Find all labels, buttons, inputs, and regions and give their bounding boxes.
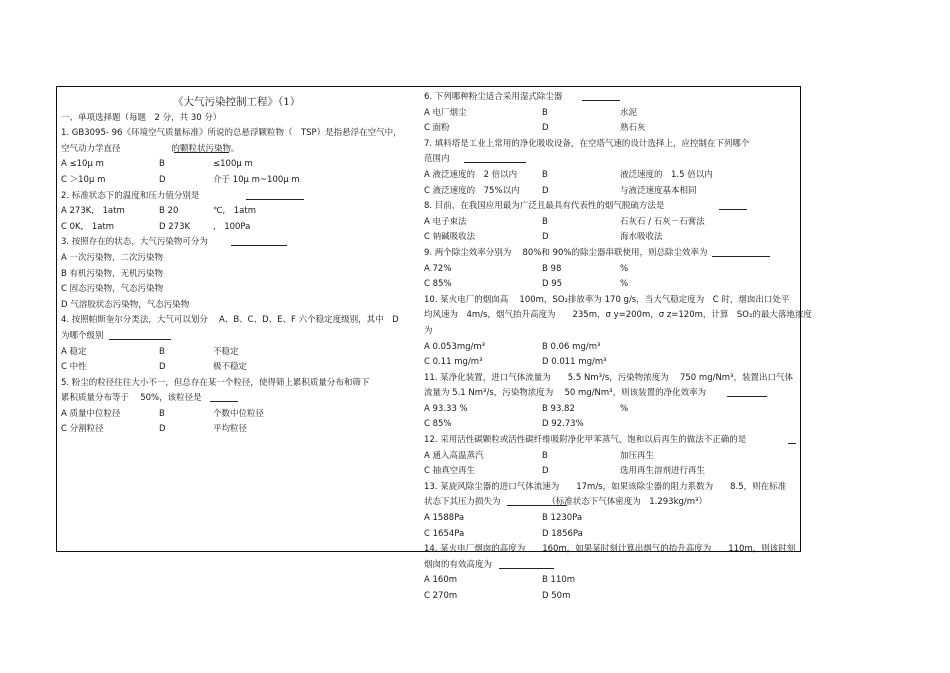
- question-line: [61, 313, 416, 329]
- option-line: [424, 573, 796, 589]
- question-line: [61, 267, 416, 283]
- option-line: [61, 345, 416, 361]
- option-b-d-text: 与液泛速度基本相同: [620, 185, 697, 196]
- option-line: [424, 402, 796, 418]
- question-text: 累积质量分布等于 50%，该粒径是: [61, 393, 202, 404]
- question-line: [424, 90, 796, 106]
- option-b-d: B 110m: [542, 575, 576, 586]
- option-a-c: C 钠碱吸收法: [424, 232, 476, 243]
- answer-blank[interactable]: [464, 153, 526, 163]
- question-line: [61, 189, 416, 205]
- option-line: [424, 184, 796, 200]
- option-a-c: C 0.11 mg/m³: [424, 357, 483, 368]
- option-b-d: D: [542, 185, 549, 196]
- option-a-c: A 质量中位粒径: [61, 408, 121, 419]
- option-b-d-text: 石灰石 / 石灰－石膏法: [620, 216, 705, 227]
- option-line: [424, 121, 796, 137]
- option-b-d-text: %: [620, 279, 629, 290]
- question-text: A 一次污染物，二次污染物: [61, 252, 164, 263]
- answer-blank[interactable]: [174, 143, 229, 153]
- question-line: [424, 308, 812, 324]
- option-b-d-text: %: [620, 263, 629, 274]
- option-line: [424, 215, 796, 231]
- question-line: [61, 126, 416, 142]
- question-line: [424, 137, 796, 153]
- option-a-c: A 稳定: [61, 346, 87, 357]
- question-line: [424, 558, 796, 574]
- question-text: 5. 粉尘的粒径往往大小不一，但总存在某一个粒径，使得筛上累积质量分布和筛下: [61, 377, 370, 388]
- option-a-c: C 85%: [424, 279, 452, 290]
- option-line: [424, 417, 796, 433]
- question-line: [424, 246, 796, 262]
- option-line: [424, 449, 796, 465]
- section-heading: 一、单项选择题（每题 2 分，共 30 分）: [61, 112, 222, 123]
- option-a-c: A 液泛速度的 2 倍以内: [424, 169, 518, 180]
- question-text: 7. 填料塔是工业上常用的净化吸收设备，在空塔气速的设计选择上，应控制在下列哪个: [424, 138, 750, 149]
- question-text: 状态下其压力损失为 （标准状态下气体密度为 1.293kg/m³）: [424, 497, 707, 508]
- question-line: [61, 251, 416, 267]
- question-line: [61, 142, 416, 158]
- option-a-c: C 270m: [424, 591, 458, 601]
- option-b-d: B 93.82: [542, 403, 575, 414]
- option-line: [424, 511, 796, 527]
- option-line: [61, 407, 416, 423]
- option-a-c: A 273K, 1atm: [61, 206, 125, 217]
- option-b-d-text: 选用再生溶剂进行再生: [620, 466, 706, 477]
- question-text: 11. 某净化装置，进口气体流量为 5.5 Nm³/s，污染物浓度为 750 mg/Nm³，装置出口气体: [424, 372, 793, 383]
- option-b-d: D: [159, 362, 166, 373]
- option-b-d: D 1856Pa: [542, 528, 583, 539]
- question-text: 10. 某火电厂的烟囱高 100m，SO₂排放率为 170 g/s，当大气稳定度为 C 时，烟囱出口处平: [424, 294, 790, 305]
- left-column: [61, 95, 416, 438]
- option-a-c: C 中性: [61, 362, 87, 373]
- question-text: 13. 某旋风除尘器的进口气体流速为 17m/s，如果该除尘器的阻力系数为 8.5，则在标准: [424, 481, 787, 492]
- option-line: [424, 230, 796, 246]
- answer-blank[interactable]: [109, 330, 171, 340]
- option-b-d: B: [159, 346, 165, 357]
- question-text: C 固态污染物，气态污染物: [61, 284, 164, 295]
- option-line: [424, 464, 796, 480]
- answer-blank[interactable]: [246, 190, 304, 200]
- question-line: [424, 324, 796, 340]
- question-text: 范围内: [424, 154, 450, 165]
- option-a-c: A 通入高温蒸汽: [424, 450, 484, 461]
- option-a-c: C 85%: [424, 419, 452, 430]
- option-a-c: C 1654Pa: [424, 528, 465, 539]
- option-line: [424, 355, 796, 371]
- question-line: [61, 282, 416, 298]
- option-b-d: B 1230Pa: [542, 513, 583, 524]
- option-b-d: D: [542, 123, 549, 134]
- option-b-d: B 98: [542, 263, 562, 274]
- option-a-c: A ≤10μ m: [61, 159, 104, 170]
- option-line: [424, 106, 796, 122]
- option-b-d-text: 个数中位粒径: [213, 408, 265, 419]
- question-line: [424, 386, 796, 402]
- answer-blank[interactable]: [712, 247, 770, 257]
- option-b-d: B: [159, 408, 165, 419]
- question-line: [424, 199, 796, 215]
- option-b-d: D 273K: [159, 221, 191, 232]
- question-text: 流量为 5.1 Nm³/s，污染物浓度为 50 mg/Nm³，则该装置的净化效率为: [424, 388, 707, 399]
- question-text: 9. 两个除尘效率分别为 80%和 90%的除尘器串联使用，则总除尘效率为: [424, 247, 708, 258]
- option-a-c: C 液泛速度的 75%以内: [424, 185, 520, 196]
- answer-blank[interactable]: [507, 496, 567, 506]
- option-a-c: A 1588Pa: [424, 513, 465, 524]
- question-text: 2. 标准状态下的温度和压力值分别是: [61, 190, 200, 201]
- option-b-d: B 0.06 mg/m³: [542, 341, 601, 352]
- answer-blank[interactable]: [231, 236, 287, 246]
- option-b-d: D: [542, 466, 549, 477]
- answer-blank[interactable]: [788, 434, 796, 444]
- question-line: [424, 293, 796, 309]
- question-text: 为哪个级别: [61, 330, 104, 341]
- option-line: [61, 204, 416, 220]
- question-line: [61, 329, 416, 345]
- option-a-c: A 0.053mg/m³: [424, 341, 486, 352]
- option-b-d: D 92.73%: [542, 419, 584, 430]
- question-text: 6. 下列哪种粉尘适合采用湿式除尘器: [424, 92, 563, 102]
- option-b-d-text: 介于 10μ m~100μ m: [213, 174, 300, 185]
- question-text: 均风速为 4m/s，烟气抬升高度为 235m，σ y=200m，σ z=120m，计算 SO₂的最大落地浓度: [424, 310, 812, 321]
- question-text: 14. 某火电厂烟囱的高度为 160m，如果某时刻计算出烟气的抬升高度为 110m，则该时刻: [424, 544, 796, 555]
- option-line: [61, 157, 416, 173]
- option-line: [424, 527, 796, 543]
- exam-title: 《大气污染控制工程》（1）: [173, 96, 301, 108]
- question-text: 空气动力学直径 的颗粒状污染物。: [61, 143, 240, 154]
- option-b-d-text: 不稳定: [213, 346, 239, 357]
- option-b-d-text: ℃, 1atm: [213, 206, 256, 217]
- option-line: [424, 277, 796, 293]
- option-b-d-text: 海水吸收法: [620, 232, 663, 243]
- option-line: [61, 220, 416, 236]
- question-text: 3. 按照存在的状态，大气污染物可分为: [61, 237, 208, 248]
- option-a-c: A 电子束法: [424, 216, 467, 227]
- option-b-d: B: [542, 216, 548, 227]
- question-line: [424, 371, 796, 387]
- option-a-c: A 93.33 %: [424, 403, 468, 414]
- question-line: [424, 152, 796, 168]
- question-text: 为: [424, 325, 433, 336]
- answer-blank[interactable]: [210, 392, 238, 402]
- option-b-d-text: 水泥: [620, 107, 638, 118]
- option-a-c: C 分割粒径: [61, 424, 104, 435]
- option-line: [61, 360, 416, 376]
- question-text: D 气溶胶状态污染物，气态污染物: [61, 299, 190, 310]
- option-b-d: D 95: [542, 279, 563, 290]
- option-line: [424, 340, 796, 356]
- option-b-d: D: [159, 424, 166, 435]
- option-b-d-text: 极不稳定: [213, 362, 248, 373]
- answer-blank[interactable]: [719, 200, 747, 210]
- option-b-d: B: [542, 169, 548, 180]
- question-text: 12. 采用活性碳颗粒或活性碳纤维吸附净化甲苯蒸气，饱和以后再生的做法不正确的是: [424, 435, 747, 446]
- question-line: [61, 376, 416, 392]
- option-b-d: B 20: [159, 206, 179, 217]
- question-text: 8. 目前，在我国应用最为广泛且最具有代表性的烟气脱硫方法是: [424, 201, 665, 212]
- option-b-d-text: , 100Pa: [213, 221, 251, 232]
- option-b-d: B: [542, 450, 548, 461]
- question-line: [61, 298, 416, 314]
- question-text: 1. GB3095- 96《环境空气质量标准》所说的总悬浮颗粒物（ TSP）是指悬浮在空气中，: [61, 128, 402, 139]
- question-text: 4. 按照帕斯奎尔分类法，大气可以划分 A、B、C、D、E、F 六个稳定度级别，其中 D: [61, 315, 399, 326]
- option-a-c: C 面粉: [424, 123, 450, 134]
- option-a-c: C 0K, 1atm: [61, 221, 115, 232]
- option-b-d-text: 平均粒径: [213, 424, 248, 435]
- option-a-c: A 电厂烟尘: [424, 107, 467, 118]
- option-b-d-text: 熟石灰: [620, 123, 646, 134]
- answer-blank[interactable]: [727, 387, 767, 397]
- question-text: 烟囱的有效高度为: [424, 559, 493, 570]
- option-b-d-text: ≤100μ m: [213, 159, 253, 170]
- option-a-c: A 72%: [424, 263, 452, 274]
- answer-blank[interactable]: [499, 559, 554, 569]
- question-line: [424, 433, 796, 449]
- option-b-d: D: [159, 174, 166, 185]
- option-b-d-text: %: [620, 403, 629, 414]
- question-line: [424, 495, 796, 511]
- option-line: [61, 173, 416, 189]
- option-b-d: B: [542, 107, 548, 118]
- option-b-d-text: 液泛速度的 1.5 倍以内: [620, 169, 713, 180]
- option-line: [424, 262, 796, 278]
- option-b-d: D 0.011 mg/m³: [542, 357, 607, 368]
- option-a-c: C 抽真空再生: [424, 466, 476, 477]
- option-b-d: D: [542, 232, 549, 243]
- question-text: B 有机污染物，无机污染物: [61, 268, 164, 279]
- option-line: [61, 422, 416, 438]
- answer-blank[interactable]: [582, 91, 620, 101]
- option-line: [424, 168, 796, 184]
- option-b-d-text: 加压再生: [620, 450, 655, 461]
- question-line: [61, 391, 416, 407]
- question-line: [424, 480, 796, 496]
- option-line: [424, 589, 796, 605]
- option-b-d: B: [159, 159, 165, 170]
- question-line: [61, 235, 416, 251]
- option-a-c: A 160m: [424, 575, 458, 586]
- question-line: [424, 542, 796, 558]
- right-column: [424, 90, 812, 605]
- option-b-d: D 50m: [542, 591, 571, 601]
- option-a-c: C ＞10μ m: [61, 174, 106, 185]
